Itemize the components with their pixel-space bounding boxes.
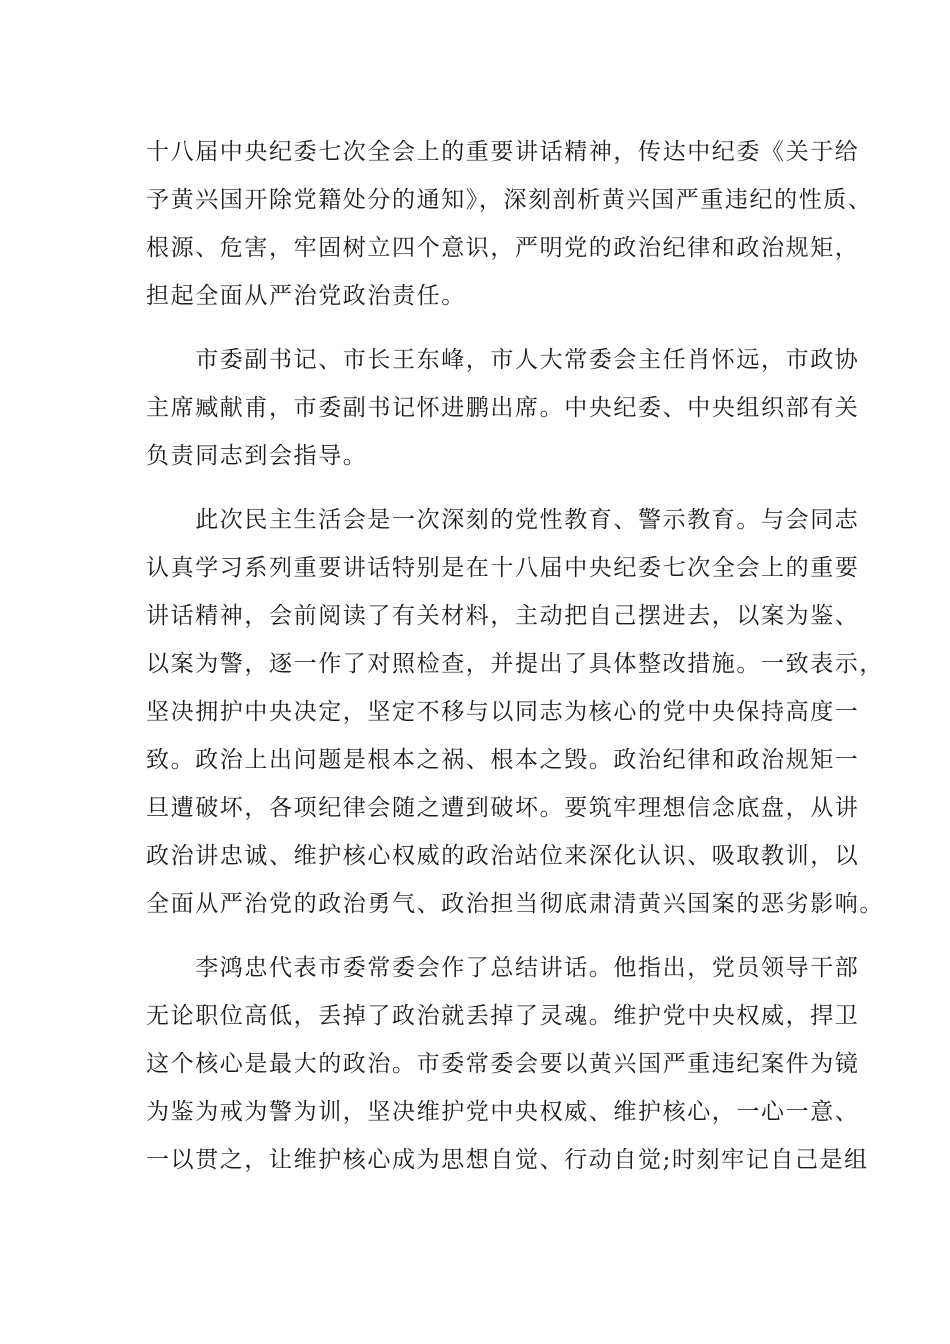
text-line: 致。政治上出问题是根本之祸、根本之毁。政治纪律和政治规矩一 [146, 747, 860, 773]
text-line: 认真学习系列重要讲话特别是在十八届中央纪委七次全会上的重要 [146, 555, 860, 581]
text-line: 十八届中央纪委七次全会上的重要讲话精神，传达中纪委《关于给 [146, 139, 860, 165]
text-line: 此次民主生活会是一次深刻的党性教育、警示教育。与会同志 [146, 507, 860, 533]
paragraph-spacer [146, 928, 806, 944]
text-line: 李鸿忠代表市委常委会作了总结讲话。他指出，党员领导干部 [146, 955, 860, 981]
text-line: 政治讲忠诚、维护核心权威的政治站位来深化认识、吸取教训，以 [146, 843, 860, 869]
paragraph-3 [146, 496, 884, 928]
paragraph-spacer [146, 480, 806, 496]
text-line: 坚决拥护中央决定，坚定不移与以同志为核心的党中央保持高度一 [146, 699, 860, 725]
text-line: 根源、危害，牢固树立四个意识，严明党的政治纪律和政治规矩， [146, 235, 860, 261]
text-line: 一以贯之，让维护核心成为思想自觉、行动自觉;时刻牢记自己是组 [146, 1147, 869, 1173]
text-line: 担起全面从严治党政治责任。 [146, 283, 466, 309]
text-line: 全面从严治党的政治勇气、政治担当彻底肃清黄兴国案的恶劣影响。 [146, 891, 884, 917]
text-line: 为鉴为戒为警为训，坚决维护党中央权威、维护核心，一心一意、 [146, 1099, 860, 1125]
paragraph-1 [146, 128, 873, 320]
document-body [146, 128, 884, 1184]
text-line: 主席臧献甫，市委副书记怀进鹏出席。中央纪委、中央组织部有关 [146, 395, 860, 421]
text-line: 旦遭破坏，各项纪律会随之遭到破坏。要筑牢理想信念底盘，从讲 [146, 795, 860, 821]
text-line: 无论职位高低，丢掉了政治就丢掉了灵魂。维护党中央权威，捍卫 [146, 1003, 860, 1029]
paragraph-4 [146, 944, 869, 1184]
text-line: 负责同志到会指导。 [146, 443, 368, 469]
text-line: 以案为警，逐一作了对照检查，并提出了具体整改措施。一致表示， [146, 651, 884, 677]
text-line: 这个核心是最大的政治。市委常委会要以黄兴国严重违纪案件为镜 [146, 1051, 860, 1077]
text-line: 予黄兴国开除党籍处分的通知》，深刻剖析黄兴国严重违纪的性质、 [146, 187, 873, 213]
paragraph-spacer [146, 320, 806, 336]
text-line: 市委副书记、市长王东峰，市人大常委会主任肖怀远，市政协 [146, 347, 860, 373]
paragraph-2 [146, 336, 860, 480]
text-line: 讲话精神，会前阅读了有关材料，主动把自己摆进去，以案为鉴、 [146, 603, 860, 629]
